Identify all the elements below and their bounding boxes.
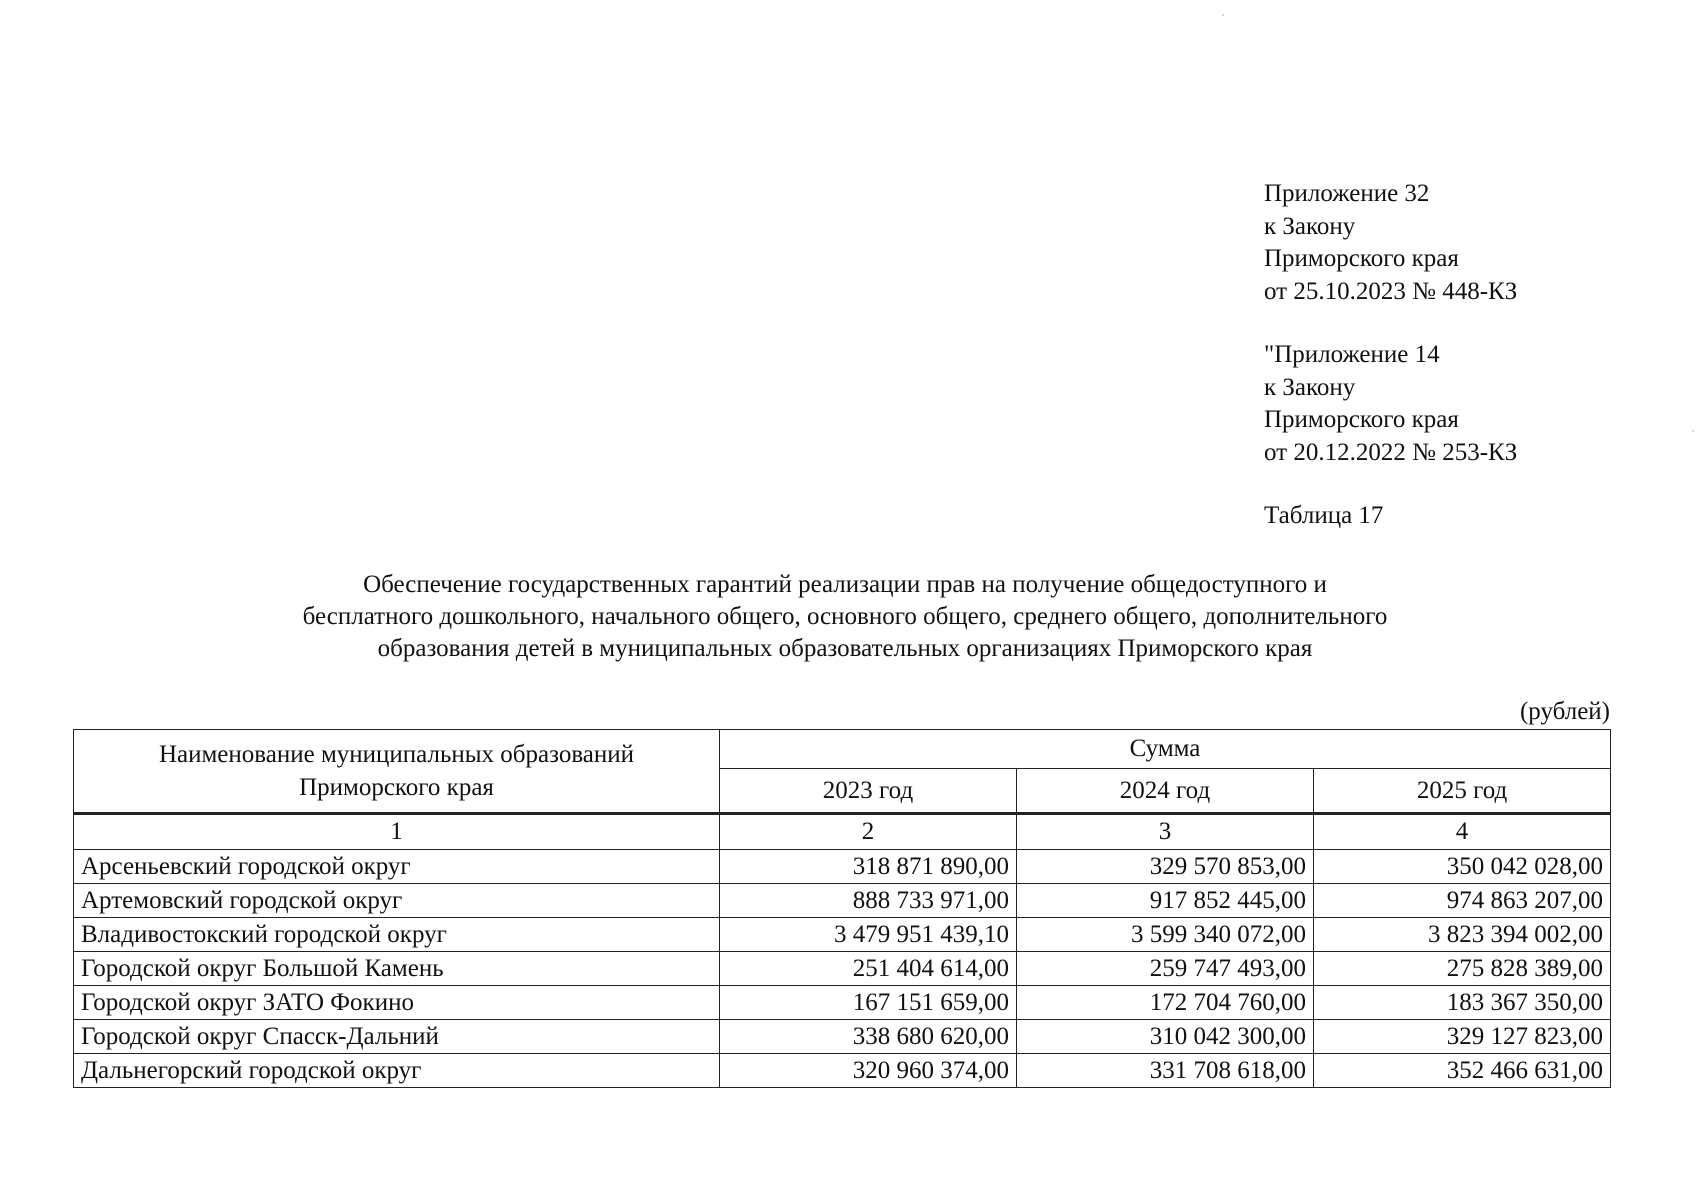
municipality-name: Городской округ ЗАТО Фокино xyxy=(74,986,720,1020)
amount-2024: 310 042 300,00 xyxy=(1017,1020,1314,1054)
year-header: 2025 год xyxy=(1314,769,1611,814)
column-index: 1 xyxy=(74,814,720,850)
column-index: 3 xyxy=(1017,814,1314,850)
scan-speck xyxy=(1222,14,1224,16)
amount-2024: 259 747 493,00 xyxy=(1017,952,1314,986)
municipality-name: Артемовский городской округ xyxy=(74,884,720,918)
unit-label: (рублей) xyxy=(1519,698,1610,725)
table-row xyxy=(74,1020,1611,1054)
table-label: Таблица 17 xyxy=(1264,502,1384,529)
amount-2024: 331 708 618,00 xyxy=(1017,1054,1314,1088)
appendix-line: от 25.10.2023 № 448-КЗ xyxy=(1264,277,1518,305)
appendix-header xyxy=(1264,178,1517,533)
title-line: бесплатного дошкольного, начального общего, основного общего, среднего общего, дополнительного xyxy=(302,603,1388,630)
amount-2024: 3 599 340 072,00 xyxy=(1017,918,1314,952)
spacer xyxy=(1264,308,1517,339)
amount-2023: 318 871 890,00 xyxy=(720,850,1017,884)
year-header: 2023 год xyxy=(720,769,1017,814)
amended-appendix-line: "Приложение 14 xyxy=(1264,341,1440,368)
table-row xyxy=(74,1054,1611,1088)
column-index: 4 xyxy=(1314,814,1611,850)
title-line: образования детей в муниципальных образовательных организациях Приморского края xyxy=(377,635,1313,662)
appendix-line: Приложение 32 xyxy=(1264,180,1430,207)
amount-2023: 167 151 659,00 xyxy=(720,986,1017,1020)
spacer xyxy=(1264,469,1517,500)
amount-2023: 251 404 614,00 xyxy=(720,952,1017,986)
table-row xyxy=(74,884,1611,918)
table-header-row xyxy=(74,730,1611,769)
table-row xyxy=(74,952,1611,986)
municipality-name: Дальнегорский городской округ xyxy=(74,1054,720,1088)
amended-appendix-line: от 20.12.2022 № 253-КЗ xyxy=(1264,438,1518,466)
scan-speck xyxy=(1692,430,1694,432)
appendix-line: Приморского края xyxy=(1264,245,1459,272)
amount-2023: 888 733 971,00 xyxy=(720,884,1017,918)
document-title xyxy=(150,569,1540,665)
table-row xyxy=(74,918,1611,952)
amount-2024: 172 704 760,00 xyxy=(1017,986,1314,1020)
amount-2025: 275 828 389,00 xyxy=(1314,952,1611,986)
column-index: 2 xyxy=(720,814,1017,850)
year-header: 2024 год xyxy=(1017,769,1314,814)
amount-2024: 329 570 853,00 xyxy=(1017,850,1314,884)
amount-2025: 974 863 207,00 xyxy=(1314,884,1611,918)
municipality-name: Городской округ Спасск-Дальний xyxy=(74,1020,720,1054)
header-line: Приморского края xyxy=(299,774,494,801)
amount-2023: 320 960 374,00 xyxy=(720,1054,1017,1088)
amended-appendix-line: к Закону xyxy=(1264,373,1356,401)
amended-appendix-line: Приморского края xyxy=(1264,406,1459,433)
column-index-row xyxy=(74,814,1611,850)
amount-2025: 352 466 631,00 xyxy=(1314,1054,1611,1088)
amount-2025: 3 823 394 002,00 xyxy=(1314,918,1611,952)
table-row xyxy=(74,850,1611,884)
title-line: Обеспечение государственных гарантий реализации прав на получение общедоступного и xyxy=(363,571,1327,598)
header-line: Наименование муниципальных образований xyxy=(158,741,635,768)
municipality-name: Владивостокский городской округ xyxy=(74,918,720,952)
appendix-line: к Закону xyxy=(1264,212,1356,240)
sum-column-header: Сумма xyxy=(720,730,1611,769)
amount-2025: 183 367 350,00 xyxy=(1314,986,1611,1020)
municipality-column-header xyxy=(74,730,720,814)
amount-2023: 3 479 951 439,10 xyxy=(720,918,1017,952)
amount-2025: 329 127 823,00 xyxy=(1314,1020,1611,1054)
municipality-name: Городской округ Большой Камень xyxy=(74,952,720,986)
municipality-name: Арсеньевский городской округ xyxy=(74,850,720,884)
table-row xyxy=(74,986,1611,1020)
amount-2024: 917 852 445,00 xyxy=(1017,884,1314,918)
amount-2023: 338 680 620,00 xyxy=(720,1020,1017,1054)
budget-table xyxy=(73,729,1611,1088)
amount-2025: 350 042 028,00 xyxy=(1314,850,1611,884)
